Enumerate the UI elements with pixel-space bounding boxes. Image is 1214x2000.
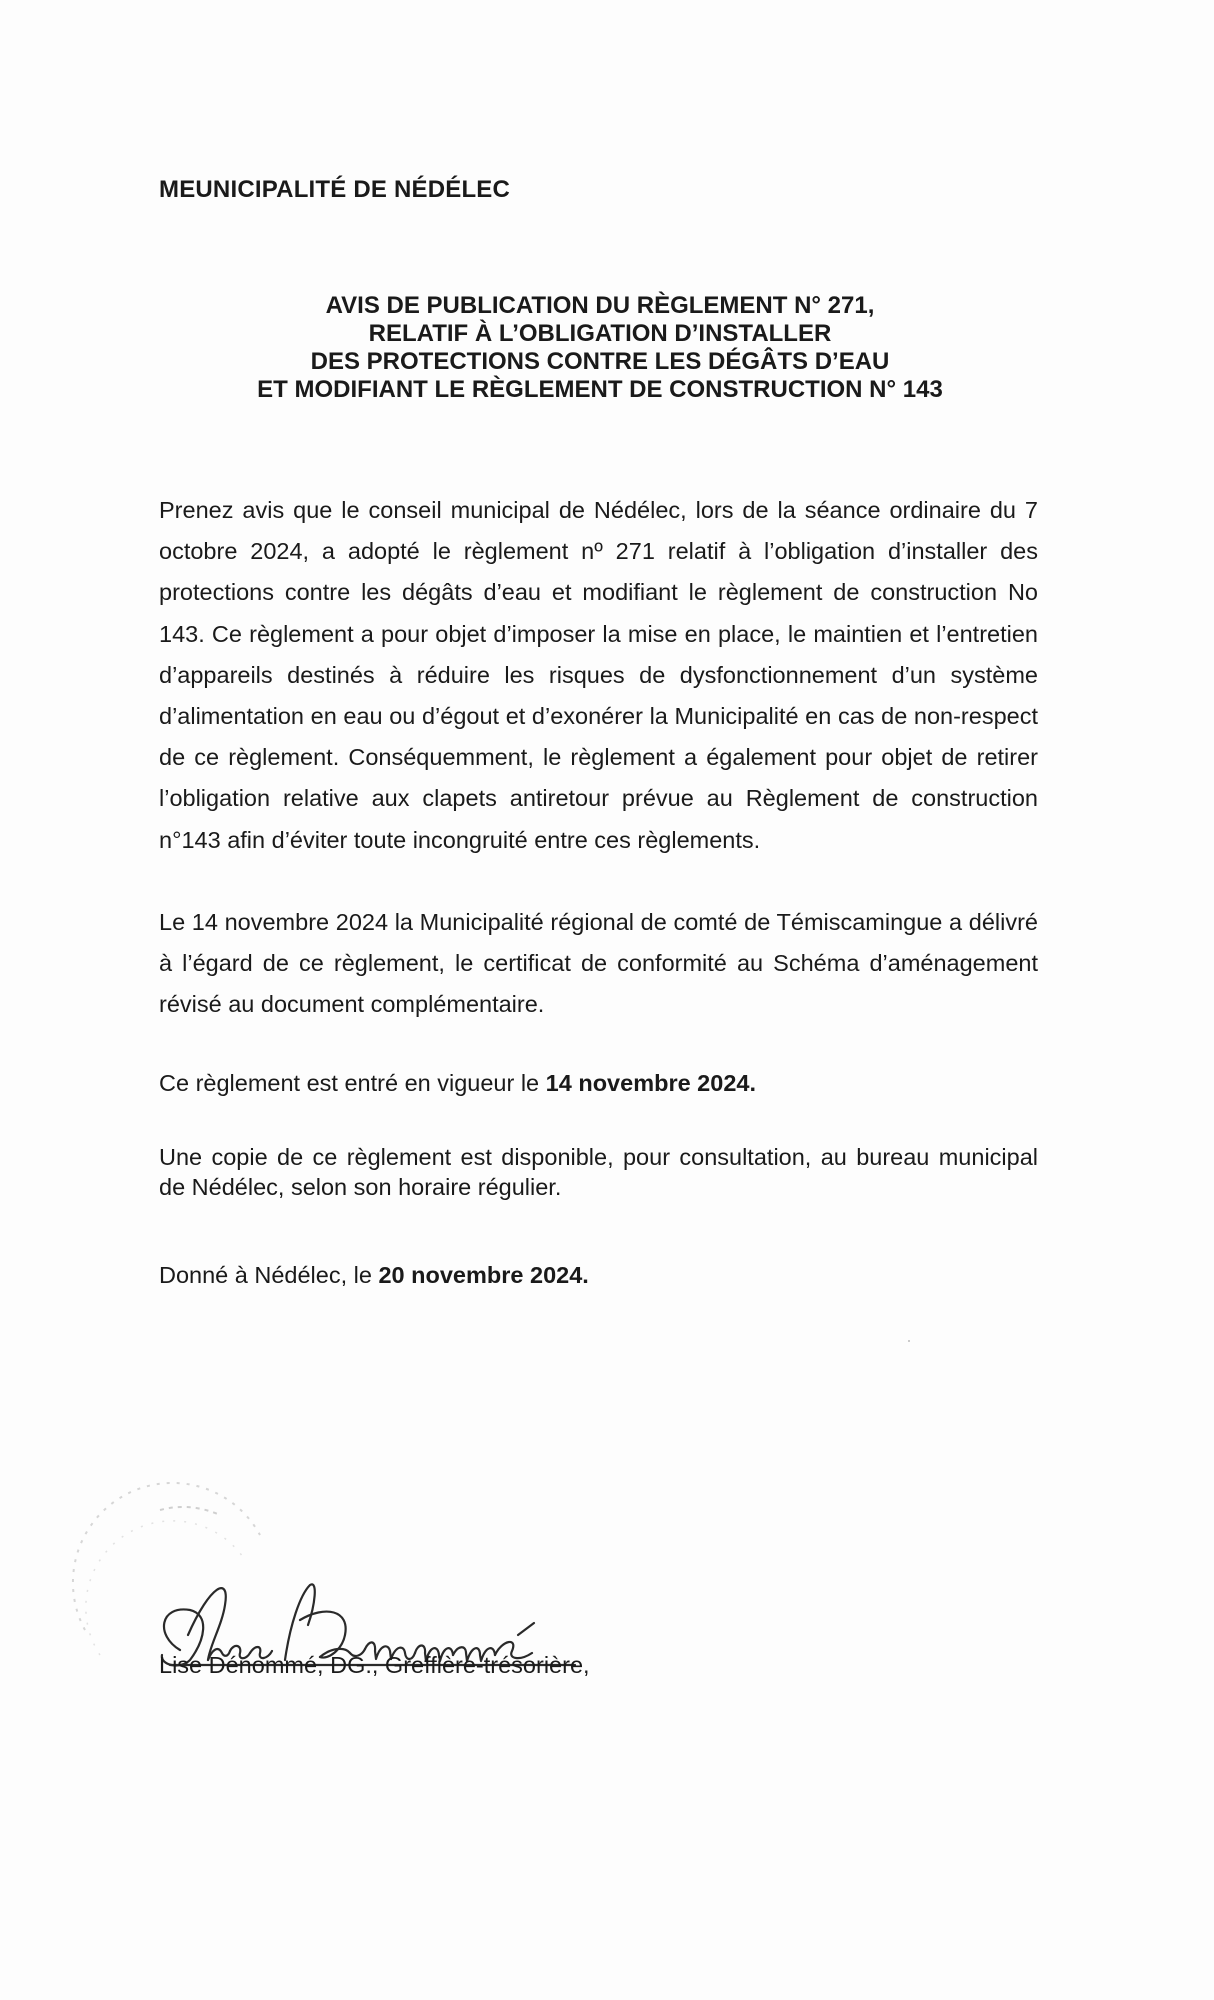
notice-given-line — [159, 1260, 1038, 1290]
scan-speck — [908, 1340, 910, 1342]
given-date: 20 novembre 2024. — [378, 1262, 589, 1288]
notice-paragraph-adoption: Prenez avis que le conseil municipal de Nédélec, lors de la séance ordinaire du 7 octobre 2024, a adopté le règlement nº 271 relatif à l’obligation d’installer des protections contre les dégâts d’eau et modifiant le règlement de construction No 143. Ce règlement a pour objet d’imposer la mise en place, le maintien et l’entretien d’appareils destinés à réduire les risques de dysfonctionnement d’un système d’alimentation en eau ou d’égout et d’exonérer la Municipalité en cas de non-respect de ce règlement. Conséquemment, le règlement a également pour objet de retirer l’obligation relative aux clapets antiretour prévue au Règlement de construction n°143 afin d’éviter toute incongruité entre ces règlements. — [159, 497, 1038, 853]
title-line-1: AVIS DE PUBLICATION DU RÈGLEMENT N° 271, — [325, 292, 875, 319]
notice-title — [240, 292, 960, 404]
notice-paragraph-in-force — [159, 1068, 1038, 1098]
title-line-4: ET MODIFIANT LE RÈGLEMENT DE CONSTRUCTION N° 143 — [257, 376, 943, 403]
in-force-date: 14 novembre 2024. — [545, 1070, 756, 1096]
notice-paragraph-conformity: Le 14 novembre 2024 la Municipalité régional de comté de Témiscamingue a délivré à l’égard de ce règlement, le certificat de conformité au Schéma d’aménagement révisé au document complémentaire. — [159, 909, 1038, 1017]
title-line-2: RELATIF À L’OBLIGATION D’INSTALLER — [368, 320, 832, 347]
municipality-heading: MEUNICIPALITÉ DE NÉDÉLEC — [159, 176, 511, 203]
title-line-3: DES PROTECTIONS CONTRE LES DÉGÂTS D’EAU — [310, 348, 890, 375]
given-text: Donné à Nédélec, le — [159, 1262, 379, 1288]
notice-paragraph-copy: Une copie de ce règlement est disponible, pour consultation, au bureau municipal de Nédélec, selon son horaire régulier. — [159, 1144, 1038, 1200]
in-force-text: Ce règlement est entré en vigueur le — [159, 1070, 546, 1096]
signer-name: Lise Dénommé, DG., Greffière-trésorière, — [159, 1652, 590, 1678]
